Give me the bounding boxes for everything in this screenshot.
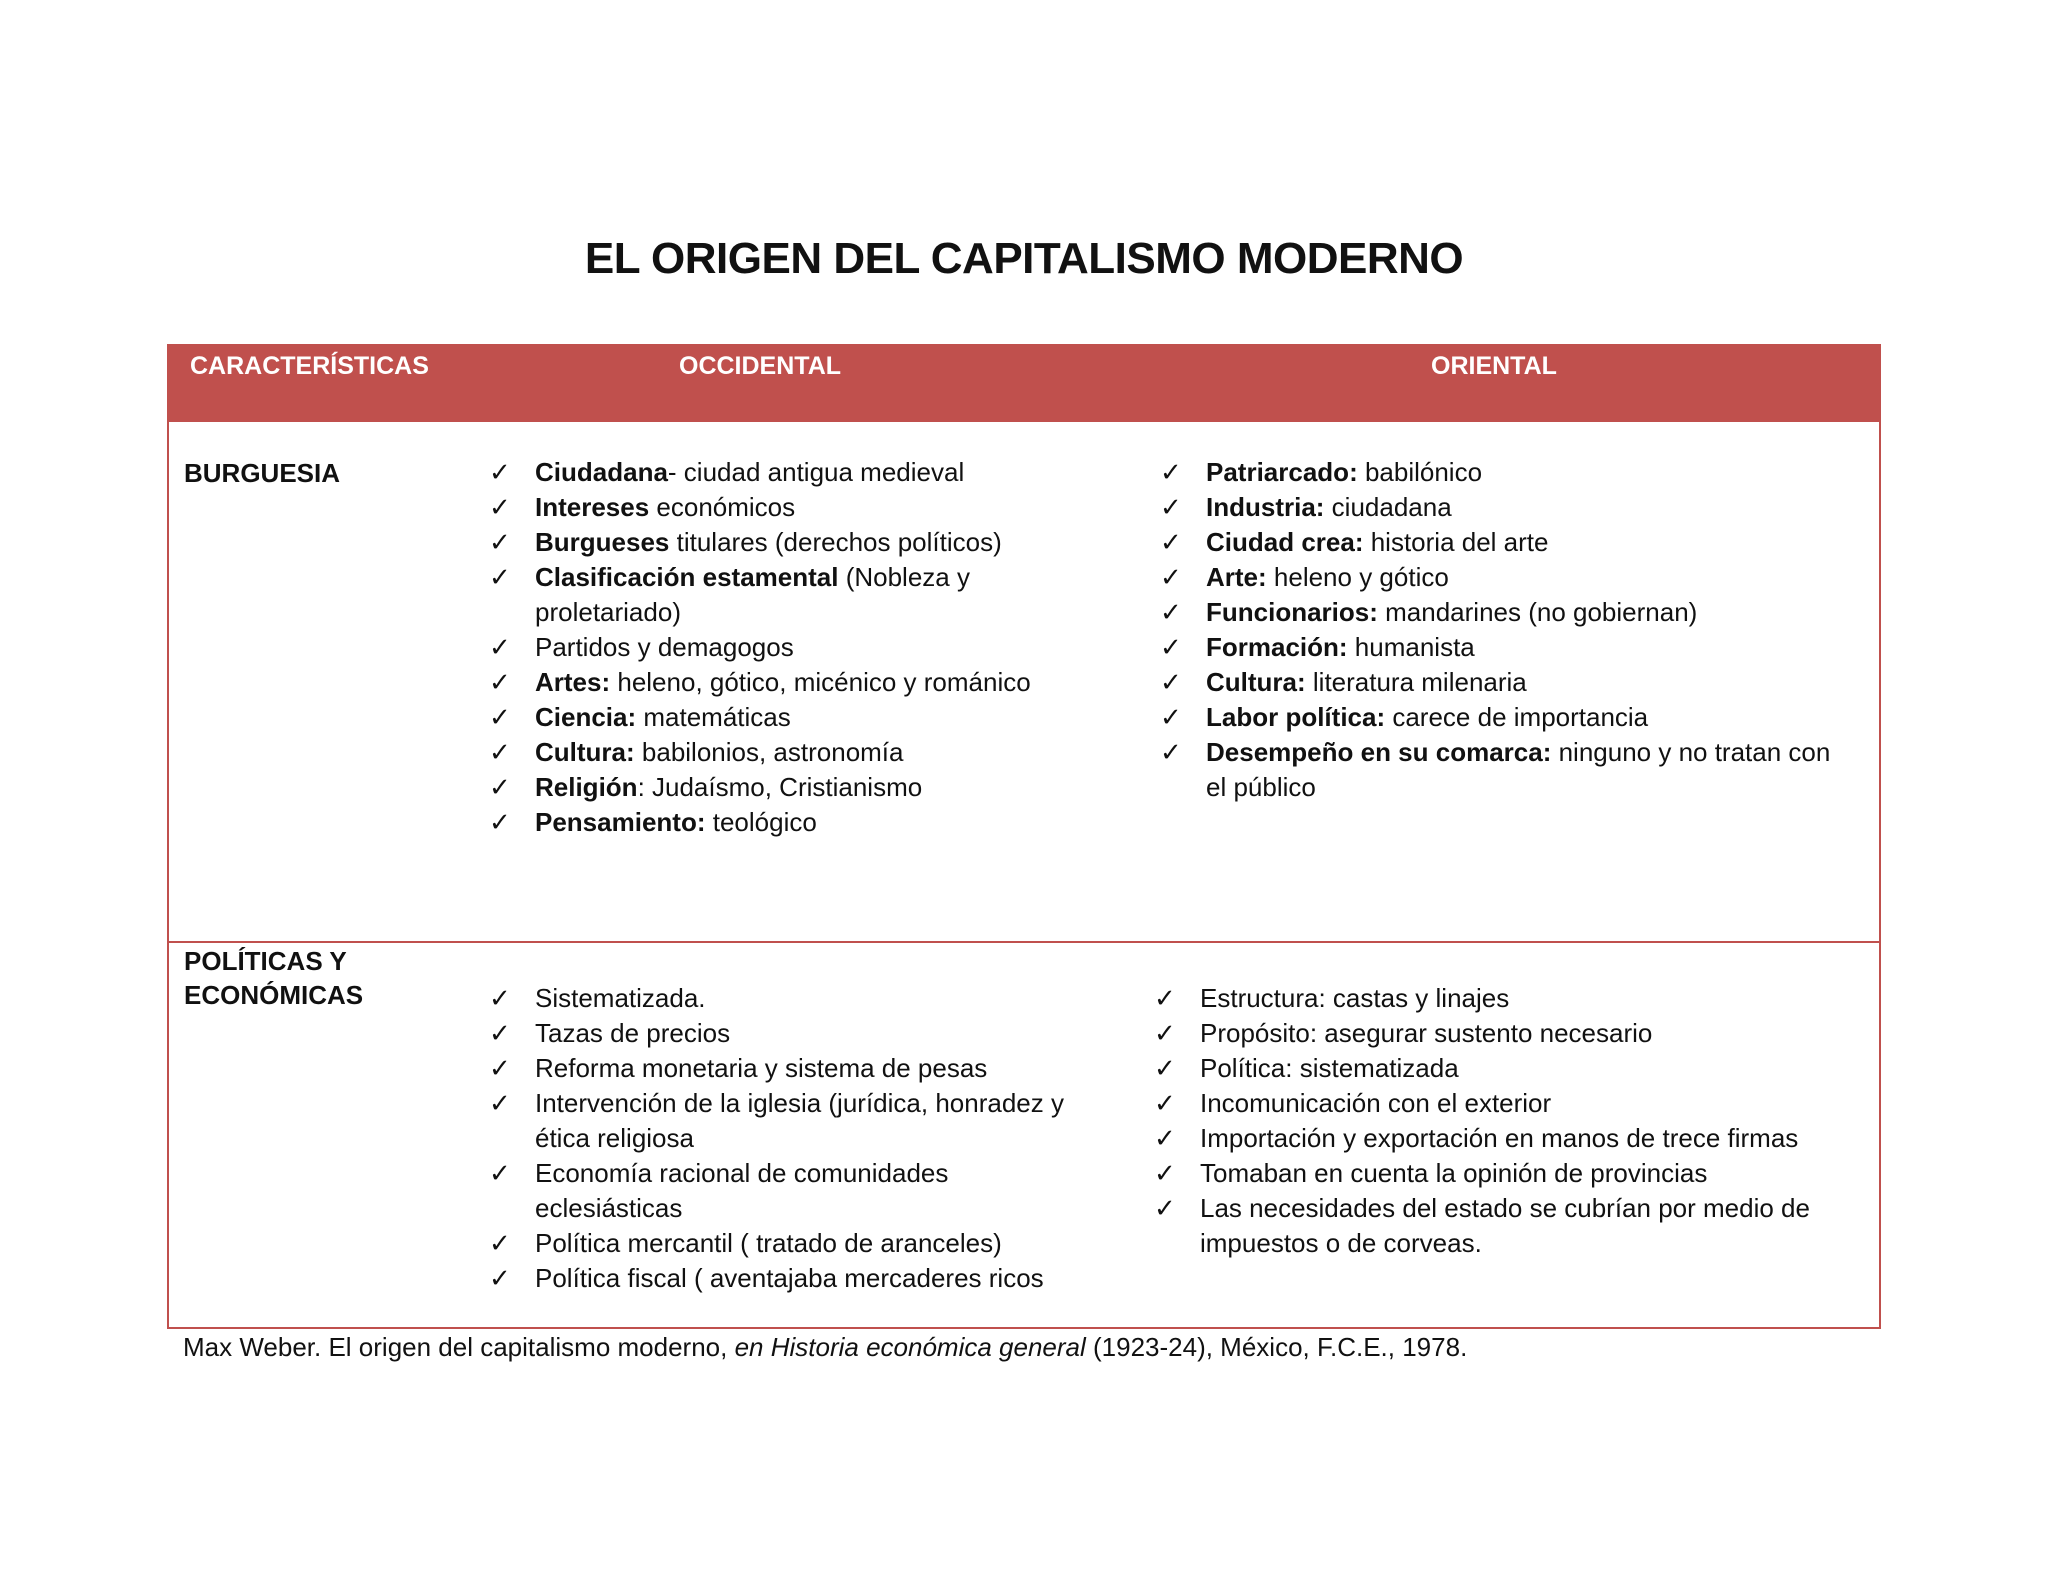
list-item [1154, 1191, 1824, 1261]
row-divider [169, 941, 1879, 943]
checkmark-icon: ✓ [489, 457, 511, 487]
citation-prefix: Max Weber. El origen del capitalismo moderno, [183, 1332, 728, 1362]
item-key: Pensamiento: [535, 807, 706, 837]
header-oriental: ORIENTAL [1431, 352, 1557, 380]
checkmark-icon: ✓ [1160, 597, 1182, 627]
header-caracteristicas: CARACTERÍSTICAS [190, 352, 429, 380]
oriental-list-politicas [1154, 981, 1824, 1261]
item-text: Política fiscal ( aventajaba mercaderes ricos [535, 1263, 1044, 1293]
list-item [489, 665, 1089, 700]
checkmark-icon: ✓ [1154, 1053, 1176, 1083]
item-text: Importación y exportación en manos de trece firmas [1200, 1123, 1799, 1153]
item-text: ciudadana [1324, 492, 1452, 522]
item-text: Política mercantil ( tratado de aranceles) [535, 1228, 1002, 1258]
table-header [169, 346, 1879, 422]
checkmark-icon: ✓ [1154, 983, 1176, 1013]
list-item [489, 630, 1089, 665]
list-item [1160, 455, 1850, 490]
checkmark-icon: ✓ [1160, 702, 1182, 732]
list-item [489, 1261, 1089, 1296]
header-occidental: OCCIDENTAL [679, 352, 842, 380]
list-item [489, 1051, 1089, 1086]
item-key: Artes: [535, 667, 611, 697]
item-key: Religión [535, 772, 638, 802]
item-text: literatura milenaria [1305, 667, 1527, 697]
oriental-list-burguesia [1160, 455, 1850, 805]
checkmark-icon: ✓ [489, 702, 511, 732]
checkmark-icon: ✓ [1160, 457, 1182, 487]
occidental-list-politicas [489, 981, 1089, 1296]
list-item [489, 455, 1089, 490]
item-key: Industria: [1206, 492, 1325, 522]
list-item [1160, 560, 1850, 595]
item-key: Cultura: [1206, 667, 1306, 697]
list-item [1160, 665, 1850, 700]
checkmark-icon: ✓ [489, 667, 511, 697]
checkmark-icon: ✓ [489, 737, 511, 767]
list-item [1154, 1016, 1824, 1051]
row-label-politicas: POLÍTICAS Y ECONÓMICAS [184, 946, 364, 1010]
list-item [1154, 1156, 1824, 1191]
item-text: ninguno y no tratan con el público [1206, 737, 1831, 802]
item-text: babilónico [1357, 457, 1483, 487]
checkmark-icon: ✓ [489, 807, 511, 837]
checkmark-icon: ✓ [489, 527, 511, 557]
item-key: Ciudad crea: [1206, 527, 1364, 557]
item-key: Intereses [535, 492, 650, 522]
checkmark-icon: ✓ [1154, 1088, 1176, 1118]
checkmark-icon: ✓ [1154, 1018, 1176, 1048]
comparison-table [167, 344, 1881, 1329]
checkmark-icon: ✓ [489, 1053, 511, 1083]
item-text: titulares (derechos políticos) [669, 527, 1002, 557]
list-item [489, 1226, 1089, 1261]
item-key: Cultura: [535, 737, 635, 767]
item-text: Incomunicación con el exterior [1200, 1088, 1552, 1118]
list-item [1160, 700, 1850, 735]
item-key: Patriarcado: [1206, 457, 1358, 487]
item-text: mandarines (no gobiernan) [1377, 597, 1698, 627]
item-key: Formación: [1206, 632, 1348, 662]
list-item [1160, 735, 1850, 805]
citation-title: en Historia económica general [734, 1332, 1086, 1362]
list-item [1160, 595, 1850, 630]
item-text: Tazas de precios [535, 1018, 731, 1048]
list-item [489, 1156, 1089, 1226]
checkmark-icon: ✓ [1160, 527, 1182, 557]
checkmark-icon: ✓ [1160, 667, 1182, 697]
checkmark-icon: ✓ [1154, 1158, 1176, 1188]
item-text: Las necesidades del estado se cubrían por medio de impuestos o de corveas. [1200, 1193, 1810, 1258]
citation [183, 1330, 1467, 1364]
item-text: humanista [1347, 632, 1475, 662]
checkmark-icon: ✓ [1160, 737, 1182, 767]
row-label-burguesia: BURGUESIA [184, 458, 341, 488]
checkmark-icon: ✓ [1160, 562, 1182, 592]
checkmark-icon: ✓ [489, 562, 511, 592]
list-item [489, 805, 1089, 840]
item-text: (Nobleza y proletariado) [535, 562, 970, 627]
item-text: historia del arte [1363, 527, 1549, 557]
item-key: Ciudadana [535, 457, 668, 487]
list-item [489, 1086, 1089, 1156]
item-text: Economía racional de comunidades eclesiásticas [535, 1158, 949, 1223]
item-key: Arte: [1206, 562, 1267, 592]
list-item [489, 981, 1089, 1016]
checkmark-icon: ✓ [489, 983, 511, 1013]
item-key: Funcionarios: [1206, 597, 1378, 627]
item-text: teológico [705, 807, 817, 837]
checkmark-icon: ✓ [1160, 492, 1182, 522]
checkmark-icon: ✓ [489, 1158, 511, 1188]
list-item [489, 1016, 1089, 1051]
item-text: Tomaban en cuenta la opinión de provincias [1200, 1158, 1708, 1188]
item-text: Partidos y demagogos [535, 632, 794, 662]
list-item [489, 700, 1089, 735]
item-text: : Judaísmo, Cristianismo [637, 772, 923, 802]
list-item [1160, 490, 1850, 525]
item-text: carece de importancia [1385, 702, 1649, 732]
checkmark-icon: ✓ [1154, 1123, 1176, 1153]
list-item [489, 560, 1089, 630]
list-item [489, 735, 1089, 770]
list-item [1154, 1086, 1824, 1121]
item-text: Reforma monetaria y sistema de pesas [535, 1053, 988, 1083]
checkmark-icon: ✓ [489, 772, 511, 802]
list-item [489, 490, 1089, 525]
checkmark-icon: ✓ [489, 632, 511, 662]
occidental-list-burguesia [489, 455, 1089, 840]
checkmark-icon: ✓ [489, 1263, 511, 1293]
item-text: Estructura: castas y linajes [1200, 983, 1510, 1013]
item-text: Política: sistematizada [1200, 1053, 1459, 1083]
item-key: Desempeño en su comarca: [1206, 737, 1552, 767]
checkmark-icon: ✓ [1154, 1193, 1176, 1223]
list-item [489, 770, 1089, 805]
list-item [1154, 1051, 1824, 1086]
item-key: Burgueses [535, 527, 670, 557]
checkmark-icon: ✓ [489, 1018, 511, 1048]
item-text: - ciudad antigua medieval [667, 457, 965, 487]
item-text: heleno y gótico [1266, 562, 1449, 592]
list-item [1154, 1121, 1824, 1156]
item-text: matemáticas [636, 702, 791, 732]
item-text: económicos [649, 492, 796, 522]
checkmark-icon: ✓ [489, 1088, 511, 1118]
checkmark-icon: ✓ [489, 1228, 511, 1258]
list-item [489, 525, 1089, 560]
checkmark-icon: ✓ [1160, 632, 1182, 662]
list-item [1160, 525, 1850, 560]
item-text: babilonios, astronomía [634, 737, 904, 767]
list-item [1154, 981, 1824, 1016]
list-item [1160, 630, 1850, 665]
item-text: Propósito: asegurar sustento necesario [1200, 1018, 1653, 1048]
item-key: Labor política: [1206, 702, 1386, 732]
checkmark-icon: ✓ [489, 492, 511, 522]
page-title: EL ORIGEN DEL CAPITALISMO MODERNO [584, 234, 1464, 283]
item-key: Clasificación estamental [535, 562, 839, 592]
item-key: Ciencia: [535, 702, 637, 732]
item-text: Intervención de la iglesia (jurídica, honradez y ética religiosa [535, 1088, 1064, 1153]
item-text: Sistematizada. [535, 983, 706, 1013]
item-text: heleno, gótico, micénico y románico [610, 667, 1031, 697]
citation-suffix: (1923-24), México, F.C.E., 1978. [1085, 1332, 1468, 1362]
